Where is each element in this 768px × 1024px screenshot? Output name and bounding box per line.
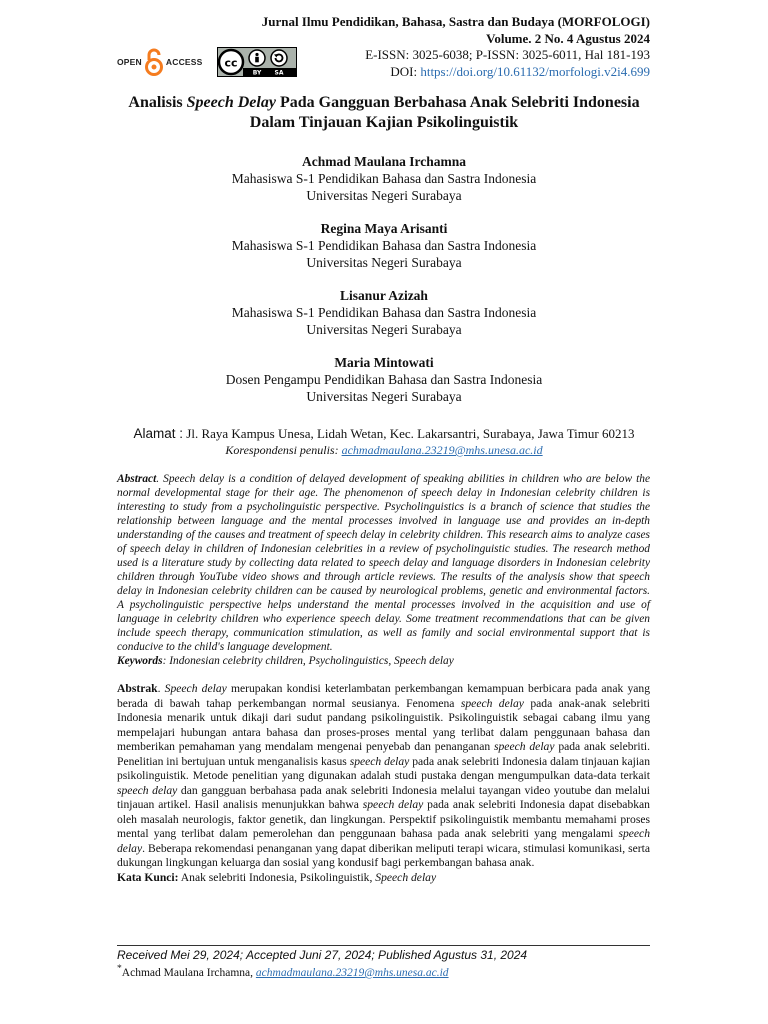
journal-info [130,14,650,80]
title-line2: Dalam Tinjauan Kajian Psikolinguistik [249,114,519,131]
abstrak-text: merupakan kondisi keterlambatan perkembangan kemampuan berbicara pada anak yang berada di bawah tahap perkembangan normal seusianya. Fenomena [117,682,650,710]
title-part2: Pada Gangguan Berbahasa Anak Selebriti Indonesia [275,94,640,111]
abstract-indonesian [117,682,650,885]
author-affiliation: Universitas Negeri Surabaya [306,255,462,270]
abstract-english [117,472,650,668]
abstrak-text: . [157,682,165,695]
doi-link[interactable]: https://doi.org/10.61132/morfologi.v2i4.699 [420,63,650,79]
author-affiliation: Universitas Negeri Surabaya [306,389,462,404]
abstrak-text: pada anak selebriti Indonesia dapat disebabkan oleh masalah neurologis, faktor genetik, dan lingkungan. Perspektif psikolinguistik membantu memahami proses mental yang terlibat dalam pemerolehan dan penggunaan bahasa pada anak selebriti yang mengalami [117,798,650,840]
abstrak-text: pada anak selebriti. Penelitian ini bertujuan untuk menganalisis kasus [117,740,650,768]
abstrak-label: Abstrak [117,682,158,695]
abstrak-italic-term: Speech delay [164,682,227,695]
author-block [100,287,668,338]
svg-text:cc: cc [223,56,238,70]
author-name: Lisanur Azizah [340,288,428,303]
license-sa-label: SA [274,69,283,77]
author-block [100,354,668,405]
footer-star: * [117,963,122,974]
author-role: Mahasiswa S-1 Pendidikan Bahasa dan Sastra Indonesia [231,305,537,320]
author-role: Mahasiswa S-1 Pendidikan Bahasa dan Sastra Indonesia [231,171,537,186]
title-italic: Speech Delay [186,94,276,111]
journal-doi [130,64,650,81]
open-access-text-left: OPEN [117,57,142,67]
footer-rule [117,945,650,946]
open-access-text-right: ACCESS [165,57,203,67]
author-role: Mahasiswa S-1 Pendidikan Bahasa dan Sastra Indonesia [231,238,537,253]
author-block [100,220,668,271]
address-label: Alamat : [133,426,184,441]
abstract-label: Abstract [117,473,157,485]
abstrak-text: pada anak selebriti Indonesia dalam tinjauan kajian psikolinguistik. Metode penelitian yang digunakan adalah studi pustaka dengan mengumpulkan data-data terkait [117,754,650,782]
journal-volume: Volume. 2 No. 4 Agustus 2024 [486,30,650,46]
footer-corr-name: Achmad Maulana Irchamna, [121,966,256,979]
abstract-text: . Speech delay is a condition of delayed development of speaking abilities in children who are below the normal developmental stage for their age. The phenomenon of speech delay in Indonesian celebrity children is interesting to study from a psycholinguistic perspective. Psycholinguistics is a branch of science that studies the relationship between language and the mental processes involved in language use and provides an in-depth understanding of the causes and treatment of speech delay in celebrity children. This research aims to analyze cases of speech delay in children of Indonesian celebrities in a review of psycholinguistic studies. The research method used is a literature study by collecting data related to speech delay and language disorders in Indonesian celebrity children through YouTube video shows and through article reviews. The results of the analysis show that speech delay in Indonesian celebrity children can be caused by neurological problems, genetic and environmental factors. A psycholinguistic perspective helps understand the mental processes involved in the acquisition and use of language in celebrity children who experience speech delay. Some treatment recommendations that can be given include speech therapy, communication stimulation, as well as family and social environmental support that is conducive to the child's language development. [117,473,650,653]
abstrak-italic-term: speech delay [117,827,650,855]
correspondence-label: Korespondensi penulis: [225,443,342,457]
address-text: Jl. Raya Kampus Unesa, Lidah Wetan, Kec. Lakarsantri, Surabaya, Jawa Timur 60213 [183,426,635,441]
doi-label: DOI: [390,63,418,79]
correspondence-email-link[interactable]: achmadmaulana.23219@mhs.unesa.ac.id [341,443,543,457]
author-affiliation: Universitas Negeri Surabaya [306,322,462,337]
keywords-text: : Indonesian celebrity children, Psycholinguistics, Speech delay [162,655,454,667]
kata-kunci-italic: Speech delay [375,870,437,884]
abstrak-italic-term: speech delay [362,798,424,811]
author-block [100,153,668,204]
abstrak-text: dan gangguan berbahasa pada anak selebriti Indonesia melalui tayangan video youtube dan melalui tinjauan artikel. Hasil analisis menunjukkan bahwa [117,783,650,811]
abstrak-italic-term: speech delay [349,754,410,768]
footer-correspondence [117,963,449,979]
kata-kunci-label: Kata Kunci: [117,870,179,884]
kata-kunci-text: Anak selebriti Indonesia, Psikolinguistik, [178,870,376,884]
author-role: Dosen Pengampu Pendidikan Bahasa dan Sastra Indonesia [225,372,543,387]
author-name: Maria Mintowati [334,355,434,370]
keywords-label: Keywords [117,655,163,667]
journal-title: Jurnal Ilmu Pendidikan, Bahasa, Sastra dan Budaya (MORFOLOGI) [261,14,650,29]
article-title [80,93,688,133]
abstrak-italic-term: speech delay [117,783,178,797]
title-part1: Analisis [128,94,187,111]
abstrak-text: . Beberapa rekomendasi penanganan yang dapat diberikan meliputi terapi wicara, stimulasi komunikasi, serta dukungan lingkungan keluarga dan sosial yang kondusif bagi perkembangan bahasa anak. [117,841,650,869]
author-list [100,153,668,421]
address-block [80,426,688,458]
footer-email-link[interactable]: achmadmaulana.23219@mhs.unesa.ac.id [255,966,449,979]
author-name: Achmad Maulana Irchamna [301,154,467,169]
author-affiliation: Universitas Negeri Surabaya [306,188,462,203]
footer-dates: Received Mei 29, 2024; Accepted Juni 27, 2024; Published Agustus 31, 2024 [117,948,528,962]
abstrak-italic-term: speech delay [460,696,524,710]
license-by-label: BY [252,69,261,77]
abstrak-italic-term: speech delay [494,740,555,753]
abstrak-text: pada anak-anak selebriti Indonesia menarik untuk dikaji dari sudut pandang psikolinguistik. Psikolinguistik sebagai cabang ilmu yang mempelajari hubungan antara bahasa dan proses-proses mental yang terlibat dalam penggunaan bahasa dan memberikan pemahaman yang mendalam mengenai penyebab dan penanganan [117,696,650,753]
author-name: Regina Maya Arisanti [320,221,448,236]
journal-issn: E-ISSN: 3025-6038; P-ISSN: 3025-6011, Hal 181-193 [365,47,650,62]
